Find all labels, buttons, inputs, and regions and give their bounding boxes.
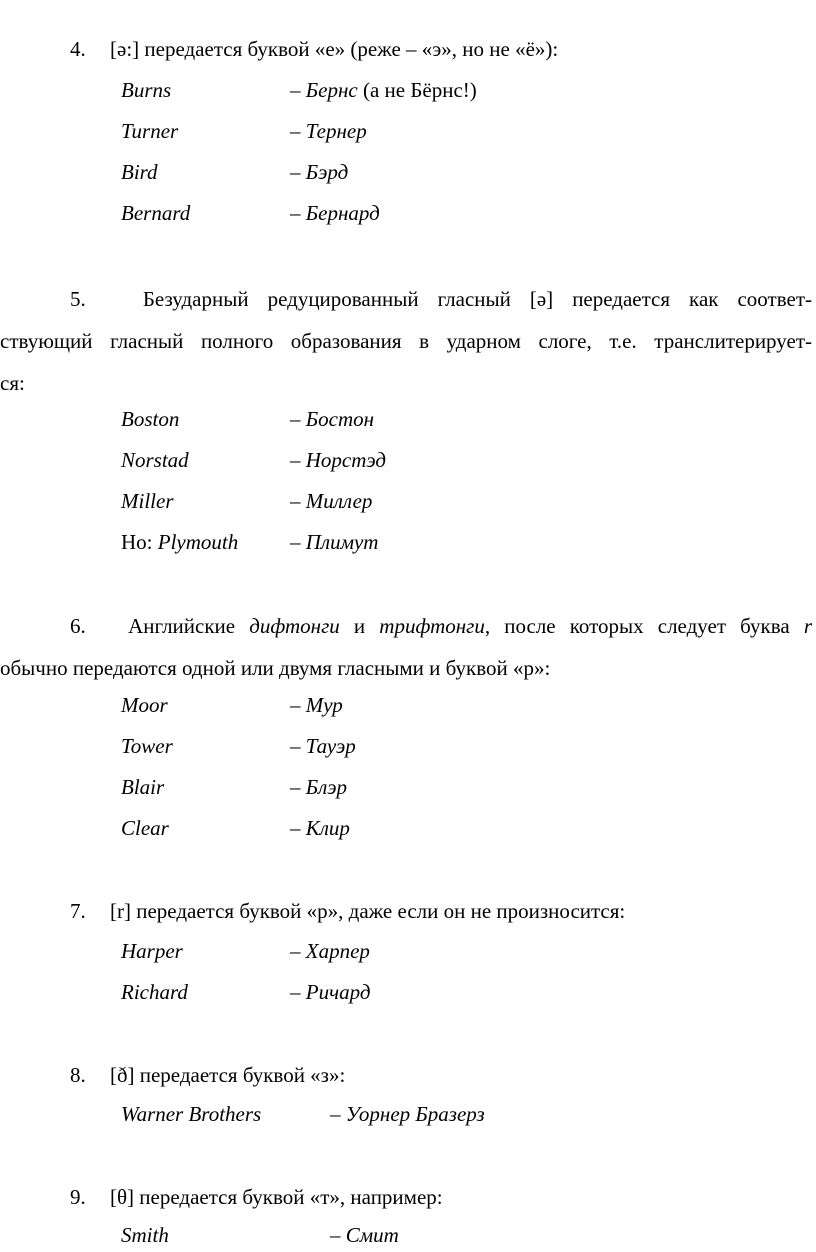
english-name: Но: Plymouth (121, 530, 239, 554)
russian-name: – Харпер (290, 939, 370, 963)
section-number: 6. (70, 614, 86, 638)
english-name: Harper (121, 939, 183, 963)
russian-name: – Бэрд (290, 160, 349, 184)
russian-name: – Клир (290, 816, 350, 840)
english-name: Moor (121, 693, 168, 717)
heading-text: [θ] передается буквой «т», например: (110, 1185, 443, 1209)
heading-text: [ə:] передается буквой «е» (реже – «э», но не «ё»): (110, 37, 559, 61)
russian-name: – Миллер (290, 489, 373, 513)
russian-name: – Бостон (290, 407, 375, 431)
section-number: 8. (70, 1063, 86, 1087)
russian-name: – Уорнер Бразерз (330, 1102, 485, 1126)
heading-text: [r] передается буквой «р», даже если он не произносится: (110, 899, 626, 923)
russian-name: – Тернер (290, 119, 367, 143)
section-6-paragraph-line-1: 6. Английские дифтонги и трифтонги, после которых следует буква r (70, 614, 812, 638)
english-name: Smith (121, 1223, 169, 1247)
section-number: 4. (70, 37, 86, 61)
section-number: 9. (70, 1185, 86, 1209)
english-name: Bernard (121, 201, 191, 225)
example-note: (а не Бёрнс!) (362, 78, 477, 102)
english-name: Blair (121, 775, 165, 799)
section-6-paragraph-line-2: обычно передаются одной или двумя гласными и буквой «р»: (0, 656, 551, 680)
russian-name: – Бернс (а не Бёрнс!) (290, 78, 477, 102)
section-number: 5. (70, 287, 86, 311)
english-name: Miller (121, 489, 174, 513)
section-5-paragraph-line-2: ствующий гласный полного образования в ударном слоге, т.е. транслитерирует- (0, 329, 812, 353)
russian-name: – Тауэр (290, 734, 356, 758)
section-5-paragraph-line-3: ся: (0, 371, 25, 395)
english-name: Richard (121, 980, 188, 1004)
russian-name: – Бернард (290, 201, 380, 225)
russian-name: – Мур (290, 693, 343, 717)
russian-name: – Норстэд (290, 448, 387, 472)
russian-name: – Блэр (290, 775, 348, 799)
example-prefix: Но: (121, 530, 158, 554)
english-name: Turner (121, 119, 179, 143)
english-name: Bird (121, 160, 158, 184)
english-name: Burns (121, 78, 172, 102)
english-name: Norstad (121, 448, 189, 472)
russian-name: – Плимут (290, 530, 379, 554)
heading-text: [ð] передается буквой «з»: (110, 1063, 346, 1087)
english-name: Boston (121, 407, 180, 431)
section-number: 7. (70, 899, 86, 923)
english-name: Clear (121, 816, 169, 840)
english-name: Tower (121, 734, 173, 758)
russian-name: – Ричард (290, 980, 371, 1004)
english-name: Warner Brothers (121, 1102, 262, 1126)
russian-name: – Смит (330, 1223, 399, 1247)
section-5-paragraph-line-1: 5. Безударный редуцированный гласный [ə] передается как соответ- (70, 287, 812, 311)
